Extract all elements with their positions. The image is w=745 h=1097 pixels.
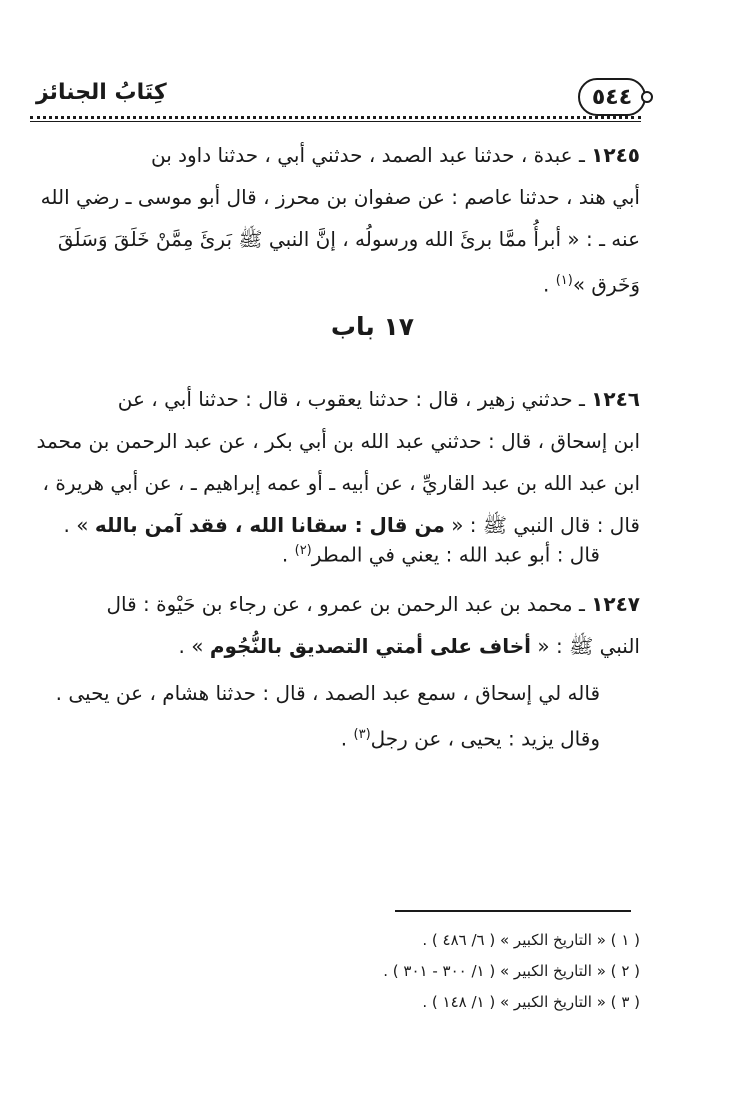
hadith-line: عنه ـ : « أبرأُ ممَّا برئَ الله ورسولُه ، إنَّ النبي ﷺ بَرئَ مِمَّنْ خَلَقَ وَسَلَقَ: [57, 227, 640, 251]
footnote: ( ٢ ) « التاريخ الكبير » ( ١/ ٣٠٠ - ٣٠١ ) .: [383, 962, 640, 980]
hadith-1247: [40, 583, 640, 667]
ornament-icon: [641, 91, 653, 103]
hadith-line: ابن عبد الله بن عبد القاريِّ ، عن أبيه ـ أو عمه إبراهيم ـ ، عن أبي هريرة ،: [42, 471, 640, 495]
hadith-number: ١٢٤٦: [591, 387, 640, 411]
hadith-line: [40, 583, 640, 625]
remark-line: قاله لي إسحاق ، سمع عبد الصمد ، قال : حدثنا هشام ، عن يحيى .: [55, 681, 600, 705]
remark-text: قال : أبو عبد الله : يعني في المطر: [311, 542, 600, 567]
punctuation: .: [281, 542, 295, 567]
footnote-ref: (٢): [294, 543, 312, 558]
page-header: [30, 76, 655, 118]
hadith-text: وَخَرق »: [572, 272, 640, 297]
footnote-rule: [395, 910, 631, 912]
footnote: ( ٣ ) « التاريخ الكبير » ( ١/ ١٤٨ ) .: [422, 993, 640, 1011]
hadith-text: ـ حدثني زهير ، قال : حدثنا يعقوب ، قال : حدثنا أبي ، عن: [117, 387, 585, 411]
remark-line: [40, 536, 600, 566]
hadith-quote: من قال : سقانا الله ، فقد آمن بالله: [94, 513, 445, 537]
header-rule: [30, 121, 641, 122]
hadith-text: ـ محمد بن عبد الرحمن بن عمرو ، عن رجاء بن حَيْوة : قال: [106, 592, 585, 616]
hadith-line: [40, 625, 640, 667]
hadith-line: أبي هند ، حدثنا عاصم : عن صفوان بن محرز ، قال أبو موسى ـ رضي الله: [40, 185, 640, 209]
footnote: ( ١ ) « التاريخ الكبير » ( ٦/ ٤٨٦ ) .: [422, 931, 640, 949]
remark-text: وقال يزيد : يحيى ، عن رجل: [370, 726, 600, 751]
hadith-text: قال : قال النبي ﷺ : «: [444, 513, 640, 537]
chapter-heading: ١٧ باب: [330, 312, 415, 341]
punctuation: .: [340, 726, 354, 751]
hadith-line: [40, 260, 640, 302]
hadith-1245: [40, 134, 640, 302]
page-number-badge: [578, 78, 646, 116]
hadith-text: النبي ﷺ : «: [531, 634, 640, 658]
hadith-1246: [36, 378, 640, 546]
hadith-number: ١٢٤٥: [591, 143, 640, 167]
hadith-line: [40, 378, 640, 420]
footnote-ref: (٣): [353, 727, 371, 742]
footnote-ref: (١): [555, 273, 573, 288]
page-number: ٥٤٤: [591, 84, 633, 110]
remark-2: [40, 672, 600, 756]
hadith-line: [40, 134, 640, 176]
header-dotted-rule: [30, 116, 641, 119]
remark-1: [40, 536, 600, 566]
footnotes: [200, 925, 640, 1018]
book-title: كِتَابُ الجنائز: [36, 80, 167, 105]
hadith-quote: أخاف على أمتي التصديق بالنُّجُوم: [209, 634, 532, 658]
remark-line: [40, 714, 600, 756]
hadith-line: ابن إسحاق ، قال : حدثني عبد الله بن أبي بكر ، عن عبد الرحمن بن محمد: [36, 429, 640, 453]
hadith-number: ١٢٤٧: [591, 592, 640, 616]
hadith-text: ـ عبدة ، حدثنا عبد الصمد ، حدثني أبي ، حدثنا داود بن: [150, 143, 585, 167]
punctuation: » .: [178, 634, 210, 658]
punctuation: » .: [63, 513, 95, 537]
punctuation: .: [542, 272, 556, 297]
